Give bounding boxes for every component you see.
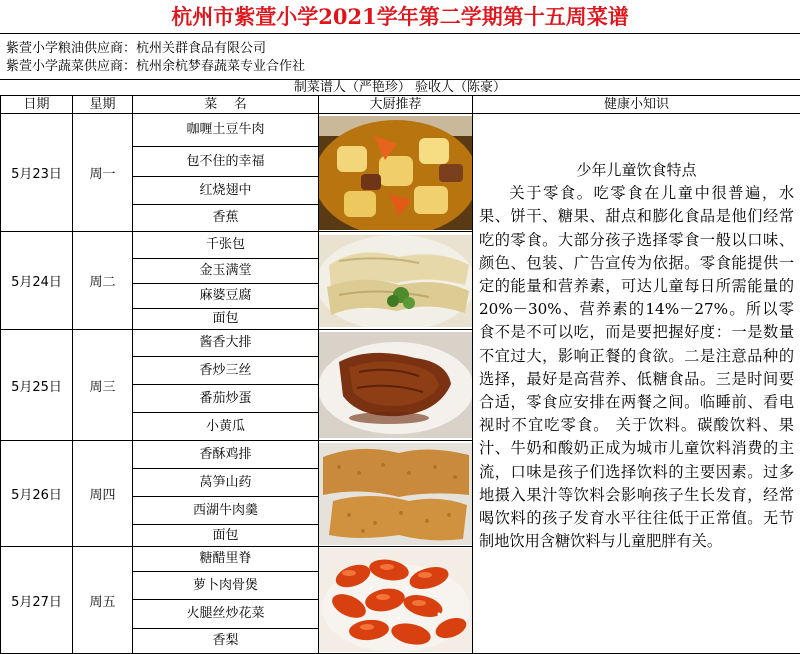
header-row — [1, 96, 800, 114]
braised-pork-chop-photo — [319, 330, 473, 441]
dish-cell: 面包 — [133, 309, 319, 330]
header-dish: 菜 名 — [133, 96, 319, 114]
tips-body: 关于零食。吃零食在儿童中很普遍，水果、饼干、糖果、甜点和膨化食品是他们经常吃的零食。大部分孩子选择零食一般以口味、颜色、包装、广告宣传为依据。零食能提供一定的能量和营养素，可达儿童每日所需能量的20%－30%、营养素的14%－27%。所以零食不是不可以吃，而是要把握好度：一是数量不宜过大，影响正餐的食欲。二是注意品种的选择，最好是高营养、低糖食品。三是时间要合适，零食应安排在两餐之间。临睡前、看电视时不宜吃零食。 关于饮料。碳酸饮料、果汁、牛奶和酸奶正成为城市儿童饮料消费的主流，口味是孩子们选择饮料的主要因素。过多地摄入果汁等饮料会影响孩子生长发育，经常喝饮料的孩子发育水平往往低于正常值。无节制地饮用含糖饮料与儿童肥胖有关。 — [479, 182, 794, 553]
header-recommend: 大厨推荐 — [319, 96, 473, 114]
date-cell: 5月24日 — [1, 232, 73, 330]
makers-line: 制菜谱人（严艳珍） 验收人（陈豪） — [0, 79, 800, 95]
dish-cell: 火腿丝炒花菜 — [133, 600, 319, 629]
dish-cell: 番茄炒蛋 — [133, 385, 319, 413]
tips-heading: 少年儿童饮食特点 — [479, 159, 794, 182]
header-weekday: 星期 — [73, 96, 133, 114]
table-row — [1, 114, 800, 147]
dish-cell: 香梨 — [133, 629, 319, 654]
dish-cell: 红烧翅中 — [133, 177, 319, 205]
weekday-cell: 周四 — [73, 441, 133, 547]
header-date: 日期 — [1, 96, 73, 114]
dish-cell: 香蕉 — [133, 205, 319, 232]
header-tips: 健康小知识 — [473, 96, 800, 114]
dish-cell: 包不住的幸福 — [133, 147, 319, 177]
dish-cell: 糖醋里脊 — [133, 547, 319, 572]
weekday-cell: 周二 — [73, 232, 133, 330]
fried-chicken-cutlet-photo — [319, 441, 473, 547]
dish-cell: 莴笋山药 — [133, 469, 319, 497]
dish-cell: 西湖牛肉羹 — [133, 497, 319, 525]
dish-cell: 酱香大排 — [133, 330, 319, 357]
dish-cell: 咖喱土豆牛肉 — [133, 114, 319, 147]
dish-cell: 麻婆豆腐 — [133, 284, 319, 309]
vegetable-supplier: 紫萱小学蔬菜供应商：杭州余杭梦春蔬菜专业合作社 — [6, 55, 305, 74]
dish-cell: 面包 — [133, 525, 319, 547]
dish-cell: 萝卜肉骨煲 — [133, 572, 319, 600]
dish-cell: 小黄瓜 — [133, 413, 319, 441]
sweet-sour-pork-photo — [319, 547, 473, 654]
dish-cell: 香炒三丝 — [133, 357, 319, 385]
weekday-cell: 周一 — [73, 114, 133, 232]
date-cell: 5月23日 — [1, 114, 73, 232]
tofu-skin-roll-photo — [319, 232, 473, 330]
date-cell: 5月26日 — [1, 441, 73, 547]
weekday-cell: 周五 — [73, 547, 133, 654]
grain-oil-supplier: 紫萱小学粮油供应商：杭州关群食品有限公司 — [6, 37, 266, 56]
dish-cell: 香酥鸡排 — [133, 441, 319, 469]
date-cell: 5月27日 — [1, 547, 73, 654]
dish-cell: 千张包 — [133, 232, 319, 259]
health-tips-cell — [473, 114, 800, 654]
page-title: 杭州市紫萱小学2021学年第二学期第十五周菜谱 — [0, 0, 800, 34]
weekday-cell: 周三 — [73, 330, 133, 441]
weekly-menu-table — [0, 95, 800, 654]
curry-beef-potato-photo — [319, 114, 473, 232]
date-cell: 5月25日 — [1, 330, 73, 441]
dish-cell: 金玉满堂 — [133, 259, 319, 284]
